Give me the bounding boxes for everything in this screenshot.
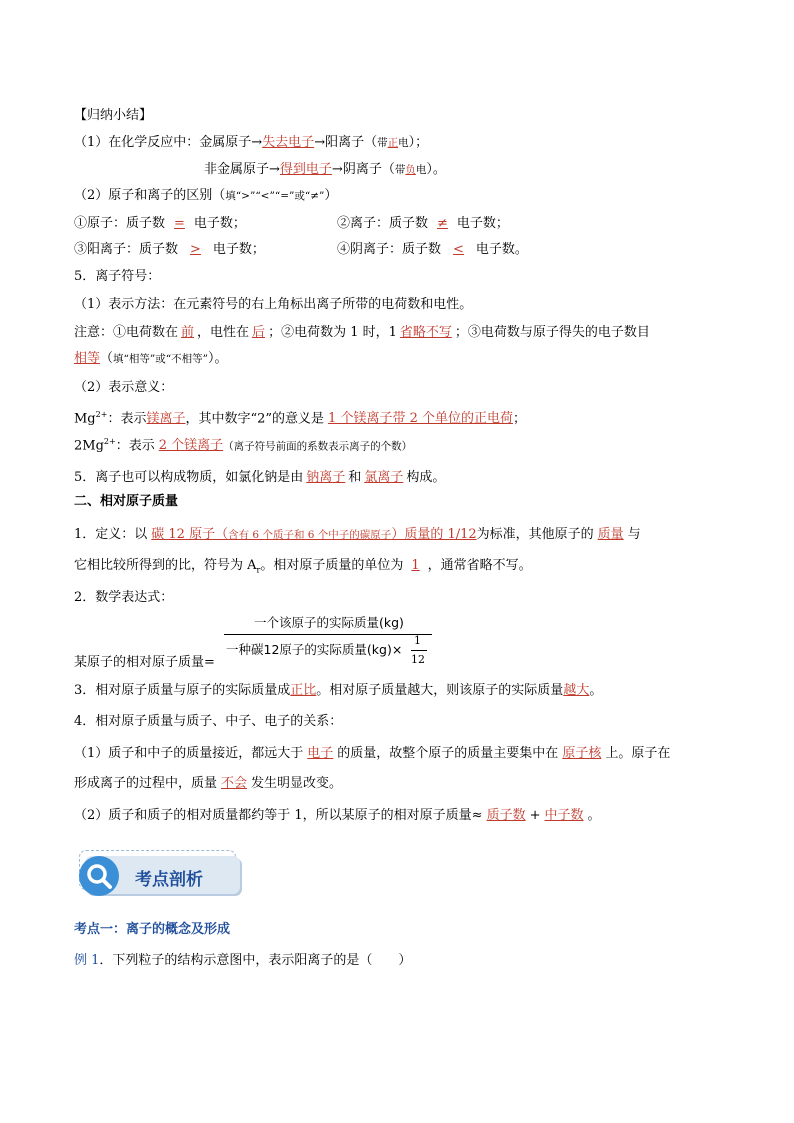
mg2-ion-meaning: $2Mg^{2+}$：表示 2 个镁离子（离子符号前面的系数表示离子的个数） [74, 437, 413, 454]
mg-ion-meaning: $Mg^{2+}$：表示镁离子，其中数字“2”的意义是 1 个镁离子带 2 个单位的正电荷； [74, 410, 527, 427]
summary-title: 【归纳小结】 [74, 108, 153, 123]
formula-fraction-bar [224, 634, 432, 635]
relation-line-1b: 形成离子的过程中，质量 不会 发生明显改变。 [74, 776, 343, 791]
formula-denominator: 一种碳12原子的实际质量(kg)× [226, 642, 403, 657]
ion-symbol-meaning: （2）表示意义： [74, 380, 174, 395]
sodium-chloride-line: 5．离子也可以构成物质，如氯化钠是由 钠离子 和 氯离子 构成。 [74, 470, 446, 485]
compare-ion: ②离子：质子数 ≠ 电子数； [337, 216, 509, 231]
answer-positive: 正 [387, 137, 399, 149]
banner-label: 考点剖析 [135, 870, 203, 890]
compare-atom: ①原子：质子数 = 电子数； [74, 216, 246, 231]
definition-line: 1．定义：以 碳 12 原子（含有 6 个质子和 6 个中子的碳原子）质量的 1/12为标准，其他原子的 质量 与 [74, 527, 641, 542]
section-relative-atomic-mass: 二、相对原子质量 [74, 494, 179, 509]
relation-title: 4．相对原子质量与质子、中子、电子的关系： [74, 714, 343, 729]
formula-lhs: 某原子的相对原子质量= [74, 655, 215, 670]
ion-symbol-note: 注意：①电荷数在 前 ，电性在 后 ；②电荷数为 1 时，1 省略不写 ；③电荷数与原子得失的电子数目 [74, 325, 650, 340]
formula-small-numerator: 1 [414, 634, 421, 647]
summary-line-metal: （1）在化学反应中：金属原子→失去电子→阳离子（带正电）； [74, 135, 429, 150]
answer-gain-electrons: 得到电子 [279, 162, 332, 177]
ion-symbol-note-2: 相等（填“相等”或“不相等”）。 [74, 351, 228, 366]
formula-numerator: 一个该原子的实际质量(kg) [254, 615, 404, 630]
section-banner [75, 850, 245, 898]
example-1: 例 1．下列粒子的结构示意图中，表示阳离子的是（ ） [74, 953, 412, 968]
relation-line-1: （1）质子和中子的质量接近，都远大于 电子 的质量，故整个原子的质量主要集中在 原子核 上。原子在 [74, 746, 671, 761]
key-point-1-title: 考点一：离子的概念及形成 [74, 922, 231, 937]
summary-line-compare: （2）原子和离子的区别（填“>”“<”“=”或“≠”） [74, 188, 338, 203]
formula-small-denominator: 12 [411, 653, 425, 666]
compare-anion: ④阴离子：质子数 < 电子数。 [337, 242, 528, 257]
summary-line-nonmetal: 非金属原子→得到电子→阴离子（带负电）。 [204, 162, 446, 177]
section-ion-symbol: 5．离子符号： [74, 269, 161, 284]
search-icon [79, 856, 119, 896]
ion-symbol-method: （1）表示方法：在元素符号的右上角标出离子所带的电荷数和电性。 [74, 297, 473, 312]
relation-line-2: （2）质子和质子的相对质量都约等于 1，所以某原子的相对原子质量≈ 质子数 + 中子数 。 [74, 808, 601, 823]
definition-line-2: 它相比较所得到的比，符号为 $A_r$。相对原子质量的单位为 1 ，通常省略不写。 [74, 558, 532, 575]
answer-negative: 负 [405, 164, 416, 176]
proportion-line: 3．相对原子质量与原子的实际质量成正比。相对原子质量越大，则该原子的实际质量越大。 [74, 683, 603, 698]
math-expression-title: 2．数学表达式： [74, 590, 174, 605]
compare-cation: ③阳离子：质子数 > 电子数； [74, 242, 265, 257]
answer-lose-electrons: 失去电子 [262, 135, 315, 150]
